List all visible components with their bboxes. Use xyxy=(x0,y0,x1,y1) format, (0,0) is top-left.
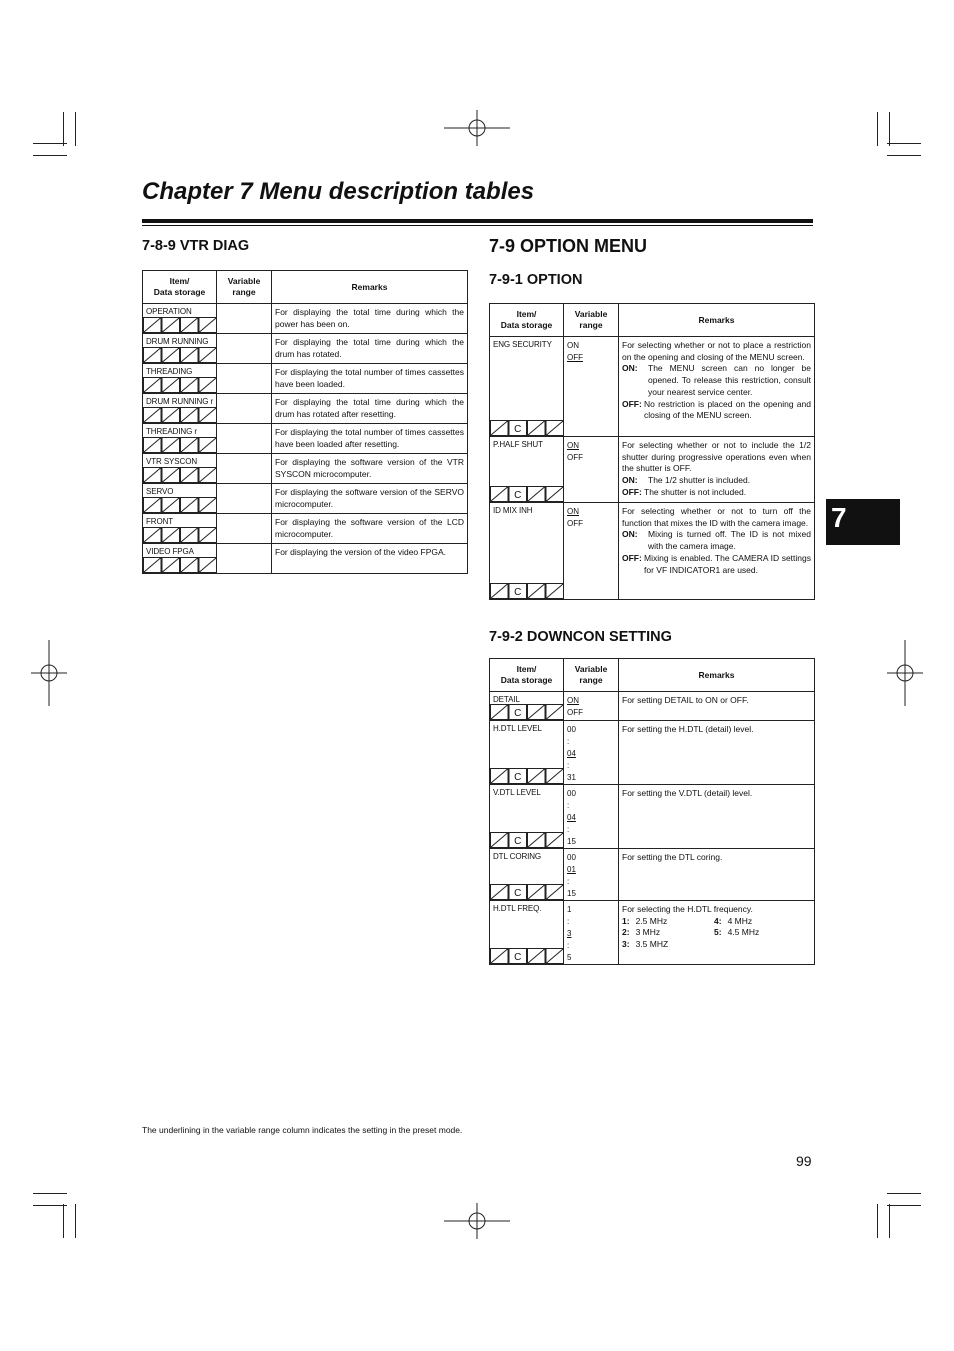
range-cell xyxy=(564,437,619,503)
remarks-cell: For displaying the version of the video FPGA. xyxy=(272,544,468,574)
range-value: 04 xyxy=(567,749,576,758)
item-cell xyxy=(143,424,217,454)
chapter-title: Chapter 7 Menu description tables xyxy=(142,178,535,205)
title-rule-thin xyxy=(142,225,813,226)
col-header-remarks: Remarks xyxy=(619,304,815,337)
range-value: ON xyxy=(567,341,579,350)
item-name: VIDEO FPGA xyxy=(146,547,194,556)
range-value: : xyxy=(567,737,570,746)
remarks-cell: For setting the DTL coring. xyxy=(619,849,815,901)
table-row xyxy=(490,901,815,965)
item-name: THREADING xyxy=(146,367,193,376)
data-storage-boxes xyxy=(143,317,217,333)
remarks-cell: For displaying the software version of the VTR SYSCON microcomputer. xyxy=(272,454,468,484)
item-name: P.HALF SHUT xyxy=(493,440,543,449)
title-rule xyxy=(142,219,813,223)
remarks-cell: For displaying the software version of the SERVO microcomputer. xyxy=(272,484,468,514)
range-value: 3 xyxy=(567,929,572,938)
remarks-cell: For displaying the total time during which the power has been on. xyxy=(272,304,468,334)
range-cell xyxy=(564,337,619,437)
item-name: DRUM RUNNING r xyxy=(146,397,214,406)
range-value: : xyxy=(567,941,570,950)
range-value: 31 xyxy=(567,773,576,782)
option-menu-heading: 7-9 OPTION MENU xyxy=(489,236,648,256)
data-storage-boxes xyxy=(490,768,564,784)
registration-mark-top xyxy=(444,110,510,146)
storage-c-label: C xyxy=(514,708,522,719)
data-storage-boxes xyxy=(490,884,564,900)
frequency-option: 4: 4 MHz xyxy=(714,915,753,926)
data-storage-boxes xyxy=(143,527,217,543)
item-cell xyxy=(490,437,564,503)
vtr-diag-heading: 7-8-9 VTR DIAG xyxy=(142,238,250,254)
table-row xyxy=(143,484,468,514)
remarks-cell: For setting the H.DTL (detail) level. xyxy=(619,721,815,785)
remark-definition: OFF: No restriction is placed on the opening and closing of the MENU screen. xyxy=(622,398,811,421)
remarks-cell: For selecting whether or not to turn off the function that mixes the ID with the camera image. ON: Mixing is turned off. The ID is not mixed with the camera image. OFF: Mixing is enabled. The CAMERA ID settings for VF INDICATOR1 are used. xyxy=(619,503,815,600)
data-storage-boxes xyxy=(143,407,217,423)
frequency-option: 5: 4.5 MHz xyxy=(714,927,760,938)
table-row xyxy=(143,544,468,574)
storage-c-label: C xyxy=(514,952,522,963)
chapter-tab: 7 xyxy=(826,499,900,545)
downcon-table xyxy=(489,658,815,965)
remark-definition: OFF: Mixing is enabled. The CAMERA ID settings for VF INDICATOR1 are used. xyxy=(622,552,811,575)
range-value: 1 xyxy=(567,905,572,914)
remarks-cell: For displaying the software version of the LCD microcomputer. xyxy=(272,514,468,544)
range-cell xyxy=(217,394,272,424)
item-name: ID MIX INH xyxy=(493,506,533,515)
data-storage-boxes xyxy=(143,557,217,573)
range-value: 00 xyxy=(567,725,576,734)
storage-c-label: C xyxy=(514,772,522,783)
item-cell xyxy=(143,334,217,364)
range-cell xyxy=(217,454,272,484)
table-row xyxy=(490,437,815,503)
remarks-cell: For displaying the total time during which the drum has rotated. xyxy=(272,334,468,364)
col-header-range: Variable range xyxy=(217,271,272,304)
table-row xyxy=(490,849,815,901)
data-storage-boxes xyxy=(490,420,564,436)
col-header-item: Item/ Data storage xyxy=(143,271,217,304)
data-storage-boxes xyxy=(143,497,217,513)
data-storage-boxes xyxy=(490,832,564,848)
range-value: 04 xyxy=(567,813,576,822)
table-row xyxy=(490,337,815,437)
item-cell xyxy=(490,785,564,849)
range-value: : xyxy=(567,917,570,926)
item-cell xyxy=(143,514,217,544)
remark-definition: ON: Mixing is turned off. The ID is not mixed with the camera image. xyxy=(622,529,811,552)
item-cell xyxy=(490,692,564,721)
remarks-cell: For selecting whether or not to place a restriction on the opening and closing of the MENU screen. ON: The MENU screen can no longer be opened. To release this restriction, consult your nearest service center. OFF: No restriction is placed on the opening and closing of the MENU screen. xyxy=(619,337,815,437)
range-value: : xyxy=(567,761,570,770)
range-cell xyxy=(217,304,272,334)
option-table xyxy=(489,303,815,600)
table-row xyxy=(143,454,468,484)
table-row xyxy=(143,514,468,544)
table-row xyxy=(143,334,468,364)
col-header-range: Variable range xyxy=(564,304,619,337)
table-row xyxy=(490,503,815,600)
range-value: OFF xyxy=(567,518,583,528)
item-cell xyxy=(143,484,217,514)
range-cell xyxy=(217,364,272,394)
range-value: : xyxy=(567,801,570,810)
item-cell xyxy=(490,337,564,437)
range-cell xyxy=(217,514,272,544)
item-name: H.DTL LEVEL xyxy=(493,724,542,733)
data-storage-boxes xyxy=(143,467,217,483)
range-value: ON xyxy=(567,441,579,450)
page-number: 99 xyxy=(796,1153,812,1169)
range-value: OFF xyxy=(567,352,583,362)
item-cell xyxy=(143,394,217,424)
item-cell xyxy=(490,503,564,600)
frequency-list xyxy=(622,916,811,951)
storage-c-label: C xyxy=(514,587,522,598)
item-name: ENG SECURITY xyxy=(493,340,552,349)
storage-c-label: C xyxy=(514,490,522,501)
col-header-remarks: Remarks xyxy=(619,659,815,692)
remarks-cell: For displaying the total number of times cassettes have been loaded. xyxy=(272,364,468,394)
range-value: 15 xyxy=(567,837,576,846)
range-cell xyxy=(217,424,272,454)
range-value: : xyxy=(567,825,570,834)
range-cell xyxy=(564,692,619,721)
remarks-cell: For displaying the total time during which the drum has rotated after resetting. xyxy=(272,394,468,424)
table-row xyxy=(490,721,815,785)
range-cell xyxy=(564,721,619,785)
range-value: OFF xyxy=(567,707,583,717)
range-value: ON xyxy=(567,507,579,516)
item-name: FRONT xyxy=(146,517,174,526)
data-storage-boxes xyxy=(490,704,564,720)
col-header-remarks: Remarks xyxy=(272,271,468,304)
table-row xyxy=(143,394,468,424)
item-name: H.DTL FREQ. xyxy=(493,904,542,913)
frequency-option: 1: 2.5 MHz xyxy=(622,915,668,926)
range-cell xyxy=(217,484,272,514)
remarks-cell: For setting DETAIL to ON or OFF. xyxy=(619,692,815,721)
item-name: V.DTL LEVEL xyxy=(493,788,541,797)
col-header-item: Item/ Data storage xyxy=(490,304,564,337)
data-storage-boxes xyxy=(490,948,564,964)
range-cell xyxy=(564,849,619,901)
range-cell xyxy=(564,901,619,965)
remarks-cell: For selecting the H.DTL frequency. 1: 2.5 MHz 4: 4 MHz 2: 3 MHz 5: 4.5 MHz 3: 3.5 MHZ xyxy=(619,901,815,965)
remarks-cell: For selecting whether or not to include the 1/2 shutter during progressive operations even when the shutter is OFF. ON: The 1/2 shutter is included. OFF: The shutter is not included. xyxy=(619,437,815,503)
remarks-cell: For displaying the total number of times cassettes have been loaded after resetting. xyxy=(272,424,468,454)
range-cell xyxy=(217,334,272,364)
item-name: DTL CORING xyxy=(493,852,542,861)
range-cell xyxy=(564,785,619,849)
table-row xyxy=(143,364,468,394)
remark-definition: ON: The MENU screen can no longer be opened. To release this restriction, consult your nearest service center. xyxy=(622,363,811,397)
remark-definition: ON: The 1/2 shutter is included. xyxy=(622,475,751,486)
footnote: The underlining in the variable range column indicates the setting in the preset mode. xyxy=(142,1125,463,1135)
frequency-option: 3: 3.5 MHZ xyxy=(622,939,669,950)
item-cell xyxy=(490,721,564,785)
item-cell xyxy=(143,454,217,484)
downcon-heading: 7-9-2 DOWNCON SETTING xyxy=(489,629,672,645)
range-value: 00 xyxy=(567,853,576,862)
item-cell xyxy=(490,849,564,901)
data-storage-boxes xyxy=(490,486,564,502)
registration-mark-right xyxy=(887,640,923,706)
item-name: DRUM RUNNING xyxy=(146,337,209,346)
range-cell xyxy=(217,544,272,574)
range-value: 00 xyxy=(567,789,576,798)
col-header-item: Item/ Data storage xyxy=(490,659,564,692)
storage-c-label: C xyxy=(514,424,522,435)
registration-mark-bottom xyxy=(444,1203,510,1239)
item-cell xyxy=(143,304,217,334)
item-name: DETAIL xyxy=(493,695,520,704)
item-cell xyxy=(490,901,564,965)
col-header-range: Variable range xyxy=(564,659,619,692)
remarks-cell: For setting the V.DTL (detail) level. xyxy=(619,785,815,849)
table-row xyxy=(143,304,468,334)
range-value: 15 xyxy=(567,889,576,898)
item-cell xyxy=(143,364,217,394)
item-name: SERVO xyxy=(146,487,174,496)
storage-c-label: C xyxy=(514,888,522,899)
range-value: ON xyxy=(567,696,579,705)
table-row xyxy=(143,424,468,454)
option-heading: 7-9-1 OPTION xyxy=(489,272,583,288)
item-name: VTR SYSCON xyxy=(146,457,198,466)
table-row xyxy=(490,785,815,849)
range-value: 01 xyxy=(567,865,576,874)
frequency-option: 2: 3 MHz xyxy=(622,927,661,938)
data-storage-boxes xyxy=(143,437,217,453)
table-row xyxy=(490,692,815,721)
range-value: 5 xyxy=(567,953,572,962)
data-storage-boxes xyxy=(143,377,217,393)
range-value: OFF xyxy=(567,452,583,462)
range-value: : xyxy=(567,877,570,886)
item-name: OPERATION xyxy=(146,307,192,316)
storage-c-label: C xyxy=(514,836,522,847)
data-storage-boxes xyxy=(490,583,564,599)
remark-definition: OFF: The shutter is not included. xyxy=(622,486,747,497)
item-cell xyxy=(143,544,217,574)
registration-mark-left xyxy=(31,640,67,706)
item-name: THREADING r xyxy=(146,427,197,436)
data-storage-boxes xyxy=(143,347,217,363)
range-cell xyxy=(564,503,619,600)
vtr-diag-table xyxy=(142,270,468,574)
